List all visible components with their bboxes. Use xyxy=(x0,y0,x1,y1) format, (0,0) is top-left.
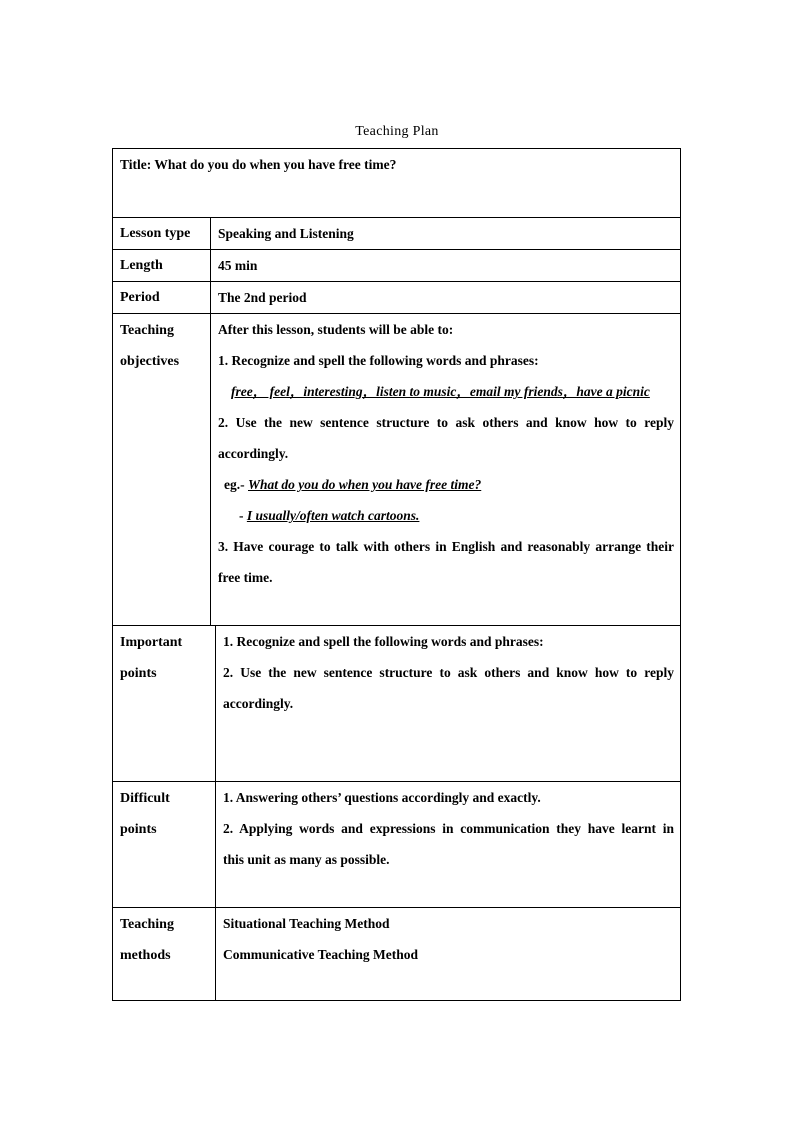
teaching-plan-table xyxy=(112,148,681,1001)
difficult-point-2: 2. Applying words and expressions in communication they have learnt in xyxy=(223,821,674,836)
objective-2: 2. Use the new sentence structure to ask others and know how to reply xyxy=(218,415,674,430)
important-point-2-cont: accordingly. xyxy=(223,696,294,711)
important-points-content xyxy=(216,626,680,781)
difficult-points-row xyxy=(113,782,680,908)
page-title: Teaching Plan xyxy=(355,124,439,139)
period-row xyxy=(113,282,680,314)
objectives-intro: After this lesson, students will be able to: xyxy=(218,322,454,337)
lesson-type-label: Lesson type xyxy=(113,218,211,249)
length-value: 45 min xyxy=(218,258,258,273)
difficult-points-label: Difficult points xyxy=(113,782,216,907)
example-question: eg.- What do you do when you have free time? xyxy=(224,477,482,492)
objective-3: 3. Have courage to talk with others in English and reasonably arrange their xyxy=(218,539,674,554)
length-row xyxy=(113,250,680,282)
important-points-label: Important points xyxy=(113,626,216,781)
objective-1-vocabulary: free， feel，interesting，listen to music，email my friends，have a picnic xyxy=(231,384,650,399)
teaching-methods-content xyxy=(216,908,680,1000)
method-situational: Situational Teaching Method xyxy=(223,916,390,931)
important-point-1: 1. Recognize and spell the following words and phrases: xyxy=(223,634,544,649)
difficult-points-content xyxy=(216,782,680,907)
difficult-point-2-cont: this unit as many as possible. xyxy=(223,852,390,867)
period-label: Period xyxy=(113,282,211,313)
important-points-row xyxy=(113,626,680,782)
important-point-2: 2. Use the new sentence structure to ask others and know how to reply xyxy=(223,665,674,680)
length-label: Length xyxy=(113,250,211,281)
teaching-objectives-row xyxy=(113,314,680,626)
example-answer: - I usually/often watch cartoons. xyxy=(239,508,420,523)
objective-2-cont: accordingly. xyxy=(218,446,289,461)
method-communicative: Communicative Teaching Method xyxy=(223,947,419,962)
lesson-type-row xyxy=(113,218,680,250)
lesson-type-value: Speaking and Listening xyxy=(218,226,354,241)
difficult-point-1: 1. Answering others’ questions accordingly and exactly. xyxy=(223,790,541,805)
title-row xyxy=(113,149,680,218)
objective-1: 1. Recognize and spell the following words and phrases: xyxy=(218,353,539,368)
teaching-objectives-label: Teaching objectives xyxy=(113,314,211,625)
teaching-methods-label: Teaching methods xyxy=(113,908,216,1000)
objective-3-cont: free time. xyxy=(218,570,273,585)
teaching-objectives-content xyxy=(211,314,680,625)
period-value: The 2nd period xyxy=(218,290,307,305)
lesson-title: Title: What do you do when you have free time? xyxy=(120,157,397,172)
teaching-methods-row xyxy=(113,908,680,1000)
